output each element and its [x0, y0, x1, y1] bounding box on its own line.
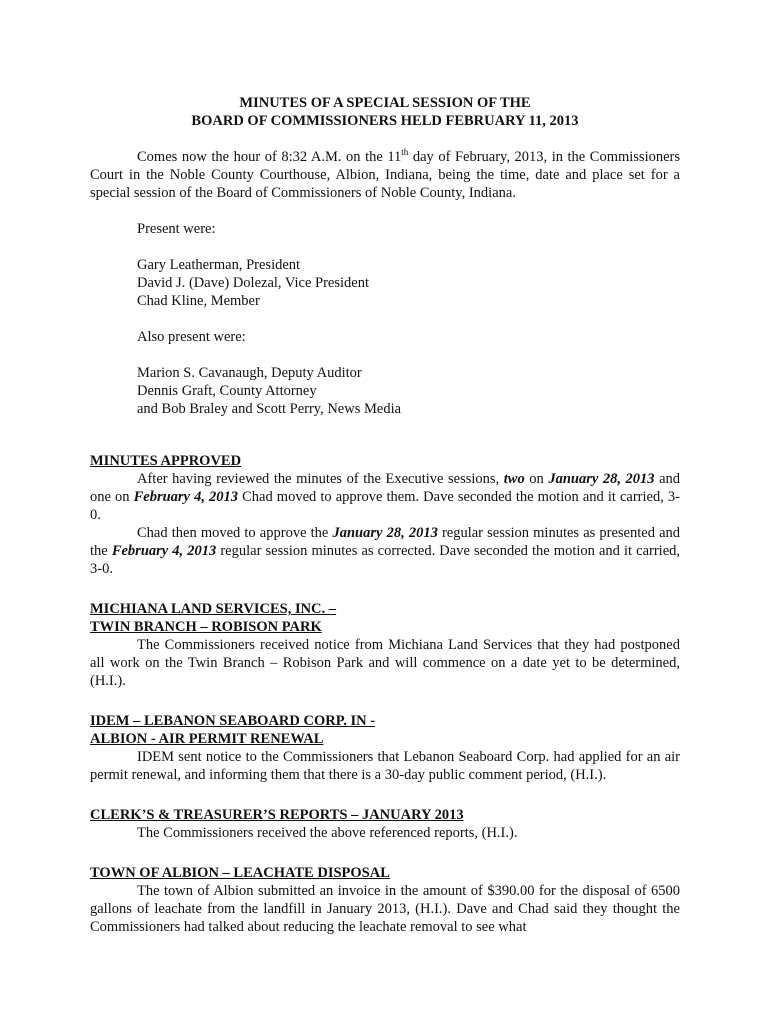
section-idem — [90, 712, 680, 784]
section-albion-leachate — [90, 864, 680, 936]
ordinal-suffix: th — [401, 147, 409, 157]
document-page — [90, 94, 680, 936]
document-title — [90, 94, 680, 130]
attendee-item: Dennis Graft, County Attorney — [137, 383, 317, 399]
member-item: Gary Leatherman, President — [137, 257, 301, 273]
intro-paragraph: Comes now the hour of 8:32 A.M. on the 11th day of February, 2013, in the Commissioners Court in the Noble County Courthouse, Albion, Indiana, being the time, date and place set for a special session of the Board of Commissioners of Noble County, Indiana. — [90, 147, 681, 201]
section-heading: ALBION - AIR PERMIT RENEWAL — [90, 731, 324, 747]
section-heading: MICHIANA LAND SERVICES, INC. – — [90, 601, 337, 617]
section-heading: MINUTES APPROVED — [90, 453, 242, 469]
section-michiana — [90, 600, 680, 690]
title-line-2: BOARD OF COMMISSIONERS HELD FEBRUARY 11, 2013 — [191, 113, 579, 129]
section-heading: IDEM – LEBANON SEABOARD CORP. IN - — [90, 713, 376, 729]
section-paragraph: The Commissioners received notice from Michiana Land Services that they had postponed all work on the Twin Branch – Robison Park and will commence on a date yet to be determined, (H.I.). — [90, 637, 680, 689]
section-paragraph: Chad then moved to approve the January 28, 2013 regular session minutes as presented and the February 4, 2013 regular session minutes as corrected. Dave seconded the motion and it carried, 3-0. — [90, 525, 681, 577]
attendee-item: Marion S. Cavanaugh, Deputy Auditor — [137, 365, 362, 381]
section-heading: CLERK’S & TREASURER’S REPORTS – JANUARY 2013 — [90, 807, 464, 823]
section-clerk-treasurer — [90, 806, 680, 842]
also-present-label: Also present were: — [137, 329, 246, 345]
section-paragraph: The town of Albion submitted an invoice in the amount of $390.00 for the disposal of 6500 gallons of leachate from the landfill in January 2013, (H.I.). Dave and Chad said they thought the Commissioners had talked about reducing the leachate removal to see what — [90, 883, 680, 935]
section-heading: TWIN BRANCH – ROBISON PARK — [90, 619, 322, 635]
member-item: Chad Kline, Member — [137, 293, 260, 309]
present-section — [90, 220, 680, 418]
member-item: David J. (Dave) Dolezal, Vice President — [137, 275, 369, 291]
section-heading: TOWN OF ALBION – LEACHATE DISPOSAL — [90, 865, 390, 881]
attendee-item: and Bob Braley and Scott Perry, News Media — [137, 401, 402, 417]
section-paragraph: The Commissioners received the above referenced reports, (H.I.). — [137, 825, 518, 841]
section-minutes-approved — [90, 452, 680, 578]
section-paragraph: After having reviewed the minutes of the Executive sessions, two on January 28, 2013 and one on February 4, 2013 Chad moved to approve them. Dave seconded the motion and it carried, 3-0. — [90, 471, 681, 523]
section-paragraph: IDEM sent notice to the Commissioners that Lebanon Seaboard Corp. had applied for an air permit renewal, and informing them that there is a 30-day public comment period, (H.I.). — [90, 749, 680, 783]
title-line-1: MINUTES OF A SPECIAL SESSION OF THE — [239, 95, 531, 111]
present-label: Present were: — [137, 221, 216, 237]
